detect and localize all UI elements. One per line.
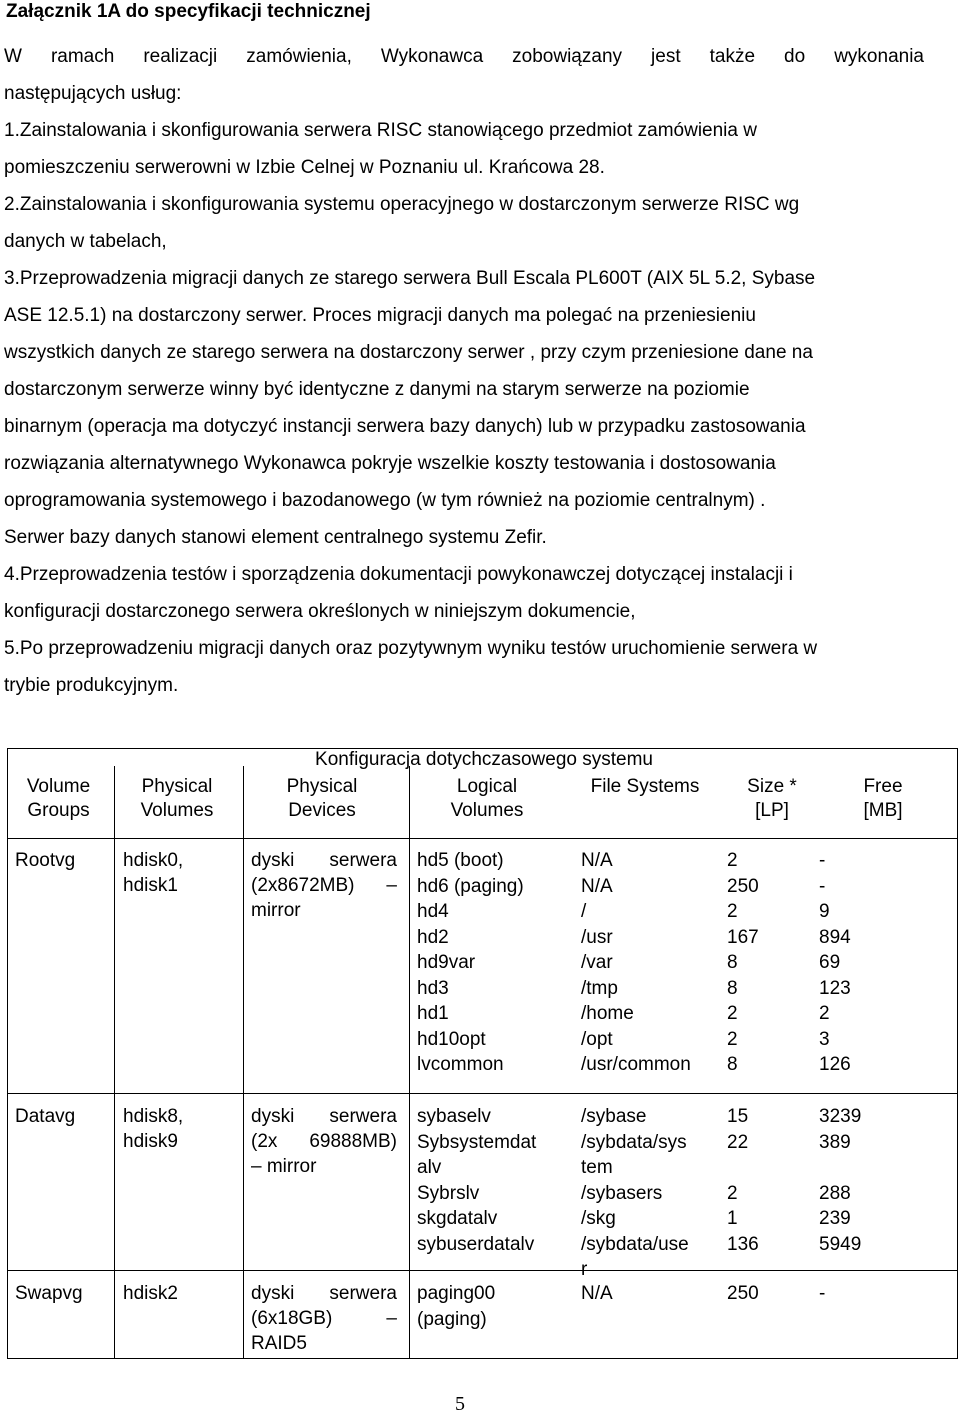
- size-cell: 8: [727, 977, 738, 999]
- file-system-cell: /sybdata/use: [581, 1233, 689, 1255]
- size-cell: 2: [727, 1182, 738, 1204]
- item-3-line: rozwiązania alternatywnego Wykonawca pokryje wszelkie koszty testowania i dostosowania: [4, 453, 776, 474]
- physical-volume-cell: hdisk8,: [123, 1106, 184, 1127]
- file-system-cell: /skg: [581, 1208, 616, 1229]
- item-2-line: danych w tabelach,: [4, 231, 167, 252]
- file-system-cell: /sybasers: [581, 1182, 663, 1204]
- logical-volume-cell: sybuserdatalv: [417, 1233, 535, 1255]
- free-cell: 2: [819, 1003, 830, 1024]
- file-system-cell: r: [581, 1259, 588, 1280]
- item-3-line: dostarczonym serwerze winny być identyczne z danymi na starym serwerze na poziomie: [4, 379, 750, 400]
- header-size: Size * [LP]: [747, 776, 797, 821]
- logical-volume-cell: lvcommon: [417, 1054, 504, 1075]
- volume-group-cell: Swapvg: [15, 1283, 83, 1304]
- logical-volume-cell: hd6 (paging): [417, 875, 524, 897]
- physical-device-cell: – mirror: [251, 1156, 317, 1177]
- logical-volume-cell: skgdatalv: [417, 1208, 498, 1229]
- size-cell: 2: [727, 1028, 738, 1050]
- physical-device-cell: (6x18GB) –: [251, 1308, 397, 1329]
- file-system-cell: /usr/common: [581, 1054, 691, 1075]
- item-3-line: wszystkich danych ze starego serwera na dostarczony serwer , przy czym przeniesione dane na: [4, 342, 813, 363]
- item-5-line: 5.Po przeprowadzeniu migracji danych oraz pozytywnym wyniku testów uruchomienie serwera w: [4, 638, 818, 659]
- item-4-line: konfiguracji dostarczonego serwera określonych w niniejszym dokumencie,: [4, 601, 636, 622]
- size-cell: 8: [727, 952, 738, 973]
- table-caption: Konfiguracja dotychczasowego systemu: [315, 749, 653, 770]
- item-3-line: binarnym (operacja ma dotyczyć instancji serwera bazy danych) lub w przypadku zastosowania: [4, 416, 806, 437]
- header-volume-groups: Volume Groups: [26, 776, 91, 821]
- physical-volume-cell: hdisk0,: [123, 850, 184, 871]
- free-cell: 9: [819, 901, 830, 922]
- logical-volume-cell: hd1: [417, 1003, 449, 1024]
- file-system-cell: N/A: [581, 850, 613, 871]
- file-system-cell: /: [581, 901, 587, 922]
- physical-device-cell: dyski serwera: [251, 1283, 397, 1304]
- size-cell: 22: [727, 1131, 749, 1153]
- logical-volume-cell: hd10opt: [417, 1028, 486, 1050]
- physical-device-cell: dyski serwera: [251, 1106, 397, 1127]
- size-cell: 2: [727, 850, 738, 871]
- free-cell: 123: [819, 977, 851, 999]
- item-2-line: 2.Zainstalowania i skonfigurowania systemu operacyjnego w dostarczonym serwerze RISC wg: [4, 194, 800, 215]
- config-table: [7, 748, 958, 1359]
- item-4-line: 4.Przeprowadzenia testów i sporządzenia dokumentacji powykonawczej dotyczącej instalacji i: [4, 564, 793, 585]
- size-cell: 1: [727, 1208, 738, 1229]
- size-cell: 2: [727, 1003, 738, 1024]
- free-cell: 239: [819, 1208, 851, 1229]
- free-cell: 389: [819, 1131, 851, 1153]
- physical-volume-cell: hdisk1: [123, 875, 178, 896]
- document-heading: Załącznik 1A do specyfikacji technicznej: [6, 1, 371, 22]
- physical-volume-cell: hdisk9: [123, 1131, 178, 1152]
- file-system-cell: /home: [581, 1003, 634, 1024]
- free-cell: -: [819, 875, 826, 897]
- free-cell: -: [819, 850, 826, 871]
- header-physical-volumes: Physical Volumes: [140, 776, 214, 821]
- item-3-line: ASE 12.5.1) na dostarczony serwer. Proces migracji danych ma polegać na przeniesieniu: [4, 305, 756, 326]
- physical-device-cell: RAID5: [251, 1333, 307, 1354]
- free-cell: -: [819, 1283, 826, 1304]
- header-logical-volumes: Logical Volumes: [450, 776, 524, 821]
- header-free: Free [MB]: [863, 776, 903, 821]
- file-system-cell: /tmp: [581, 977, 618, 999]
- size-cell: 250: [727, 1283, 759, 1304]
- page-number: 5: [455, 1393, 465, 1415]
- free-cell: 288: [819, 1182, 851, 1204]
- item-1-line: pomieszczeniu serwerowni w Izbie Celnej w Poznaniu ul. Krańcowa 28.: [4, 157, 605, 178]
- free-cell: 5949: [819, 1233, 862, 1255]
- logical-volume-cell: sybaselv: [417, 1106, 491, 1127]
- size-cell: 2: [727, 901, 738, 922]
- header-file-systems: File Systems: [590, 776, 700, 797]
- file-system-cell: /var: [581, 952, 613, 973]
- item-3-line: Serwer bazy danych stanowi element centralnego systemu Zefir.: [4, 527, 547, 548]
- physical-device-cell: mirror: [251, 900, 301, 921]
- item-3-line: 3.Przeprowadzenia migracji danych ze starego serwera Bull Escala PL600T (AIX 5L 5.2, Sybase: [4, 268, 816, 289]
- volume-group-cell: Rootvg: [15, 850, 76, 871]
- free-cell: 69: [819, 952, 841, 973]
- header-physical-devices: Physical Devices: [286, 776, 358, 821]
- size-cell: 8: [727, 1054, 738, 1075]
- size-cell: 15: [727, 1106, 749, 1127]
- physical-volume-cell: hdisk2: [123, 1283, 178, 1304]
- logical-volume-cell: paging00: [417, 1283, 496, 1304]
- logical-volume-cell: hd9var: [417, 952, 476, 973]
- free-cell: 894: [819, 926, 851, 948]
- free-cell: 126: [819, 1054, 851, 1075]
- size-cell: 136: [727, 1233, 759, 1255]
- logical-volume-cell: hd3: [417, 977, 449, 999]
- physical-device-cell: (2x 69888MB): [251, 1131, 397, 1152]
- file-system-cell: N/A: [581, 1283, 613, 1304]
- file-system-cell: /sybdata/sys: [581, 1131, 687, 1153]
- logical-volume-cell: Sybrslv: [417, 1182, 480, 1204]
- file-system-cell: /opt: [581, 1028, 613, 1050]
- logical-volume-cell: Sybsystemdat: [417, 1131, 537, 1153]
- free-cell: 3: [819, 1028, 830, 1050]
- item-3-line: oprogramowania systemowego i bazodanowego (w tym również na poziomie centralnym) .: [4, 490, 766, 511]
- intro-line: W ramach realizacji zamówienia, Wykonawca zobowiązany jest także do wykonania: [4, 46, 924, 67]
- file-system-cell: N/A: [581, 875, 613, 897]
- intro-line: następujących usług:: [4, 83, 182, 104]
- size-cell: 250: [727, 875, 759, 897]
- free-cell: 3239: [819, 1106, 862, 1127]
- volume-group-cell: Datavg: [15, 1106, 76, 1127]
- size-cell: 167: [727, 926, 759, 948]
- logical-volume-cell: (paging): [417, 1308, 487, 1330]
- logical-volume-cell: hd2: [417, 926, 449, 948]
- logical-volume-cell: alv: [417, 1157, 442, 1178]
- file-system-cell: /sybase: [581, 1106, 647, 1127]
- physical-device-cell: (2x8672MB) –: [251, 875, 397, 896]
- logical-volume-cell: hd5 (boot): [417, 850, 504, 871]
- physical-device-cell: dyski serwera: [251, 850, 397, 871]
- file-system-cell: /usr: [581, 926, 613, 948]
- logical-volume-cell: hd4: [417, 901, 449, 922]
- item-5-line: trybie produkcyjnym.: [4, 675, 179, 696]
- item-1-line: 1.Zainstalowania i skonfigurowania serwera RISC stanowiącego przedmiot zamówienia w: [4, 120, 757, 141]
- file-system-cell: tem: [581, 1157, 613, 1178]
